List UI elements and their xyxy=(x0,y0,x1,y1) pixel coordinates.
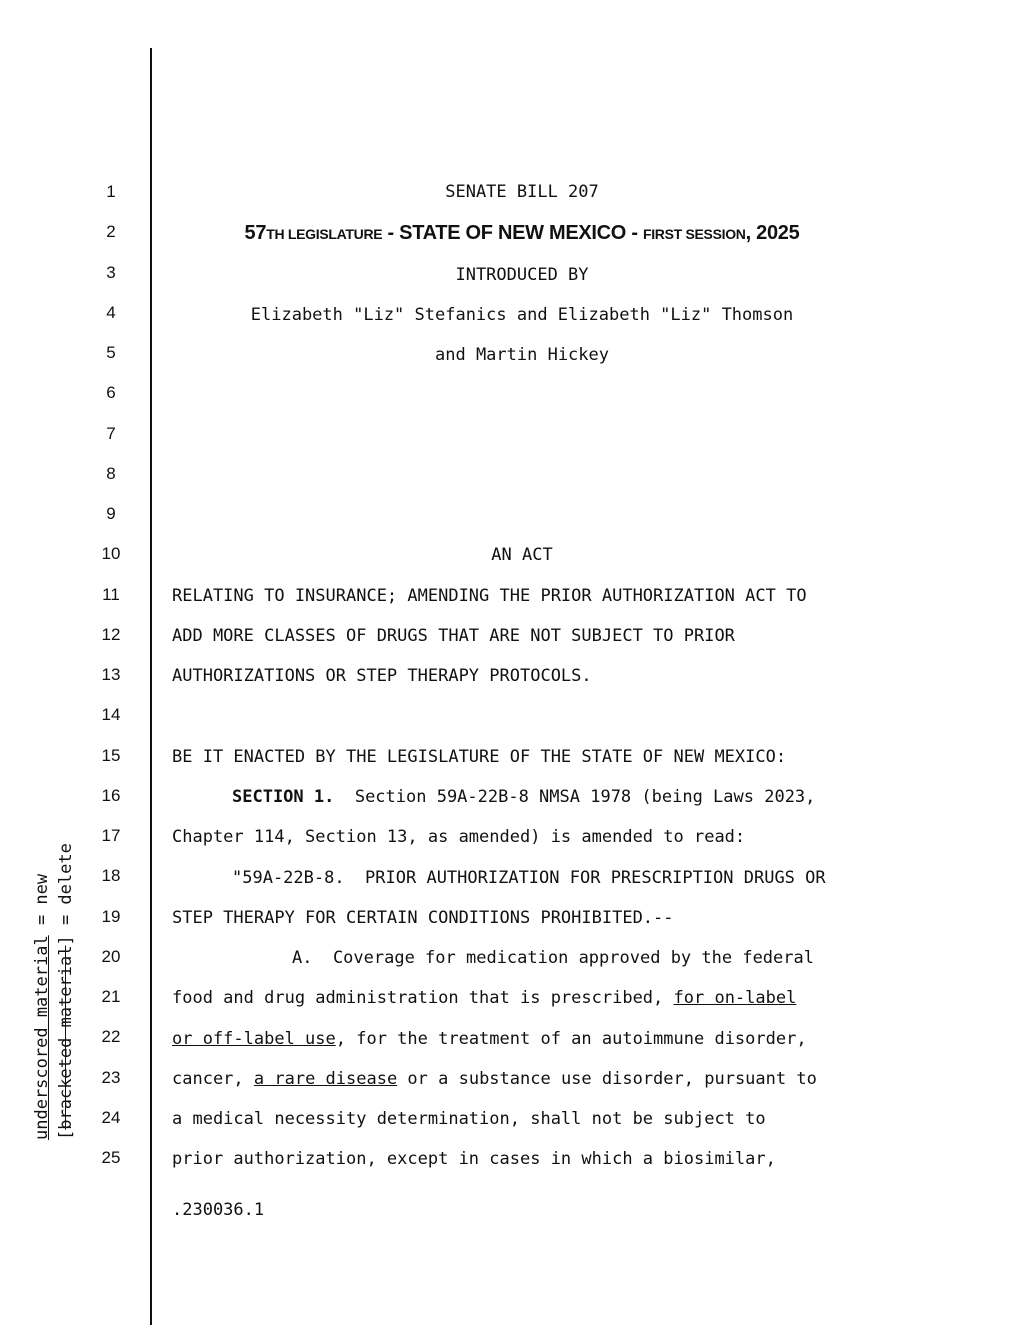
act-line-2: ADD MORE CLASSES OF DRUGS THAT ARE NOT SUBJECT TO PRIOR xyxy=(172,626,735,646)
sponsors-line-1: Elizabeth "Liz" Stefanics and Elizabeth "Liz" Thomson xyxy=(250,305,794,325)
body-line-20: A. Coverage for medication approved by the federal xyxy=(292,948,814,968)
legend-delete-text: bracketed material xyxy=(56,945,76,1130)
line-number: 14 xyxy=(101,705,121,724)
body-line-17: Chapter 114, Section 13, as amended) is amended to read: xyxy=(172,827,746,847)
line-number: 24 xyxy=(101,1108,121,1127)
sponsors-line-2: and Martin Hickey xyxy=(435,345,609,365)
act-line-1: RELATING TO INSURANCE; AMENDING THE PRIOR AUTHORIZATION ACT TO xyxy=(172,586,807,606)
line-number: 6 xyxy=(106,383,116,402)
line-number: 19 xyxy=(101,907,121,926)
legislature-th: TH LEGISLATURE xyxy=(266,226,383,242)
legislature-state: STATE OF NEW MEXICO xyxy=(399,222,627,244)
act-line-3: AUTHORIZATIONS OR STEP THERAPY PROTOCOLS. xyxy=(172,666,592,686)
line-number: 16 xyxy=(101,786,121,805)
line-number: 7 xyxy=(106,424,116,443)
line-22-underlined: or off-label use xyxy=(172,1029,336,1049)
body-line-18: "59A-22B-8. PRIOR AUTHORIZATION FOR PRESCRIPTION DRUGS OR xyxy=(232,868,826,888)
body-line-19: STEP THERAPY FOR CERTAIN CONDITIONS PROHIBITED.-- xyxy=(172,908,674,928)
line-number: 1 xyxy=(106,182,116,201)
line-number: 23 xyxy=(101,1068,121,1087)
line-23-text-b: or a substance use disorder, pursuant to xyxy=(397,1069,817,1089)
line-number: 5 xyxy=(106,343,116,362)
body-line-25: prior authorization, except in cases in which a biosimilar, xyxy=(172,1149,776,1169)
act-title: AN ACT xyxy=(491,545,553,565)
body-line-24: a medical necessity determination, shall not be subject to xyxy=(172,1109,766,1129)
legislature-year: , 2025 xyxy=(745,222,800,244)
body-line-21 xyxy=(172,987,796,1009)
line-number: 13 xyxy=(101,665,121,684)
legislature-heading xyxy=(172,222,872,245)
enacting-clause: BE IT ENACTED BY THE LEGISLATURE OF THE STATE OF NEW MEXICO: xyxy=(172,747,787,767)
line-number: 8 xyxy=(106,464,116,483)
line-23-text-a: cancer, xyxy=(172,1069,254,1089)
bill-number: SENATE BILL 207 xyxy=(445,182,599,202)
legislature-sep-1: - xyxy=(382,222,400,244)
legend-new-text: underscored material xyxy=(32,935,52,1140)
line-number: 15 xyxy=(101,746,121,765)
line-22-text: , for the treatment of an autoimmune disorder, xyxy=(335,1029,807,1049)
line-23-underlined: a rare disease xyxy=(253,1069,398,1089)
line-number: 11 xyxy=(102,585,120,604)
line-number: 17 xyxy=(101,826,121,845)
line-number: 21 xyxy=(101,987,121,1006)
legislature-number: 57 xyxy=(244,222,267,244)
line-number: 20 xyxy=(101,947,121,966)
section-label: SECTION 1. xyxy=(232,787,335,807)
legislature-session: FIRST SESSION xyxy=(642,226,746,242)
line-number: 10 xyxy=(101,544,121,563)
line-number: 4 xyxy=(106,303,116,322)
line-number: 3 xyxy=(106,263,116,282)
legend-delete-open: [ xyxy=(56,1129,76,1140)
introduced-by: INTRODUCED BY xyxy=(455,265,589,285)
left-margin-rule xyxy=(150,48,152,1325)
line-number: 18 xyxy=(101,866,121,885)
line-number: 12 xyxy=(101,625,121,644)
line-number: 22 xyxy=(101,1027,121,1046)
line-21-underlined: for on-label xyxy=(673,988,797,1008)
body-line-23 xyxy=(172,1068,817,1090)
legend-delete-suffix: ] = delete xyxy=(56,843,76,946)
section-rest: Section 59A-22B-8 NMSA 1978 (being Laws 2023, xyxy=(334,787,816,807)
document-id: .230036.1 xyxy=(172,1200,265,1220)
line-number: 2 xyxy=(106,222,116,241)
line-number: 25 xyxy=(101,1148,121,1167)
legend-new-suffix: = new xyxy=(32,873,52,936)
line-21-text: food and drug administration that is prescribed, xyxy=(172,988,674,1008)
legislature-sep-2: - xyxy=(626,222,643,244)
margin-legend xyxy=(30,843,78,1140)
section-1-line xyxy=(232,786,815,808)
body-line-22 xyxy=(172,1028,807,1050)
line-number: 9 xyxy=(106,504,116,523)
